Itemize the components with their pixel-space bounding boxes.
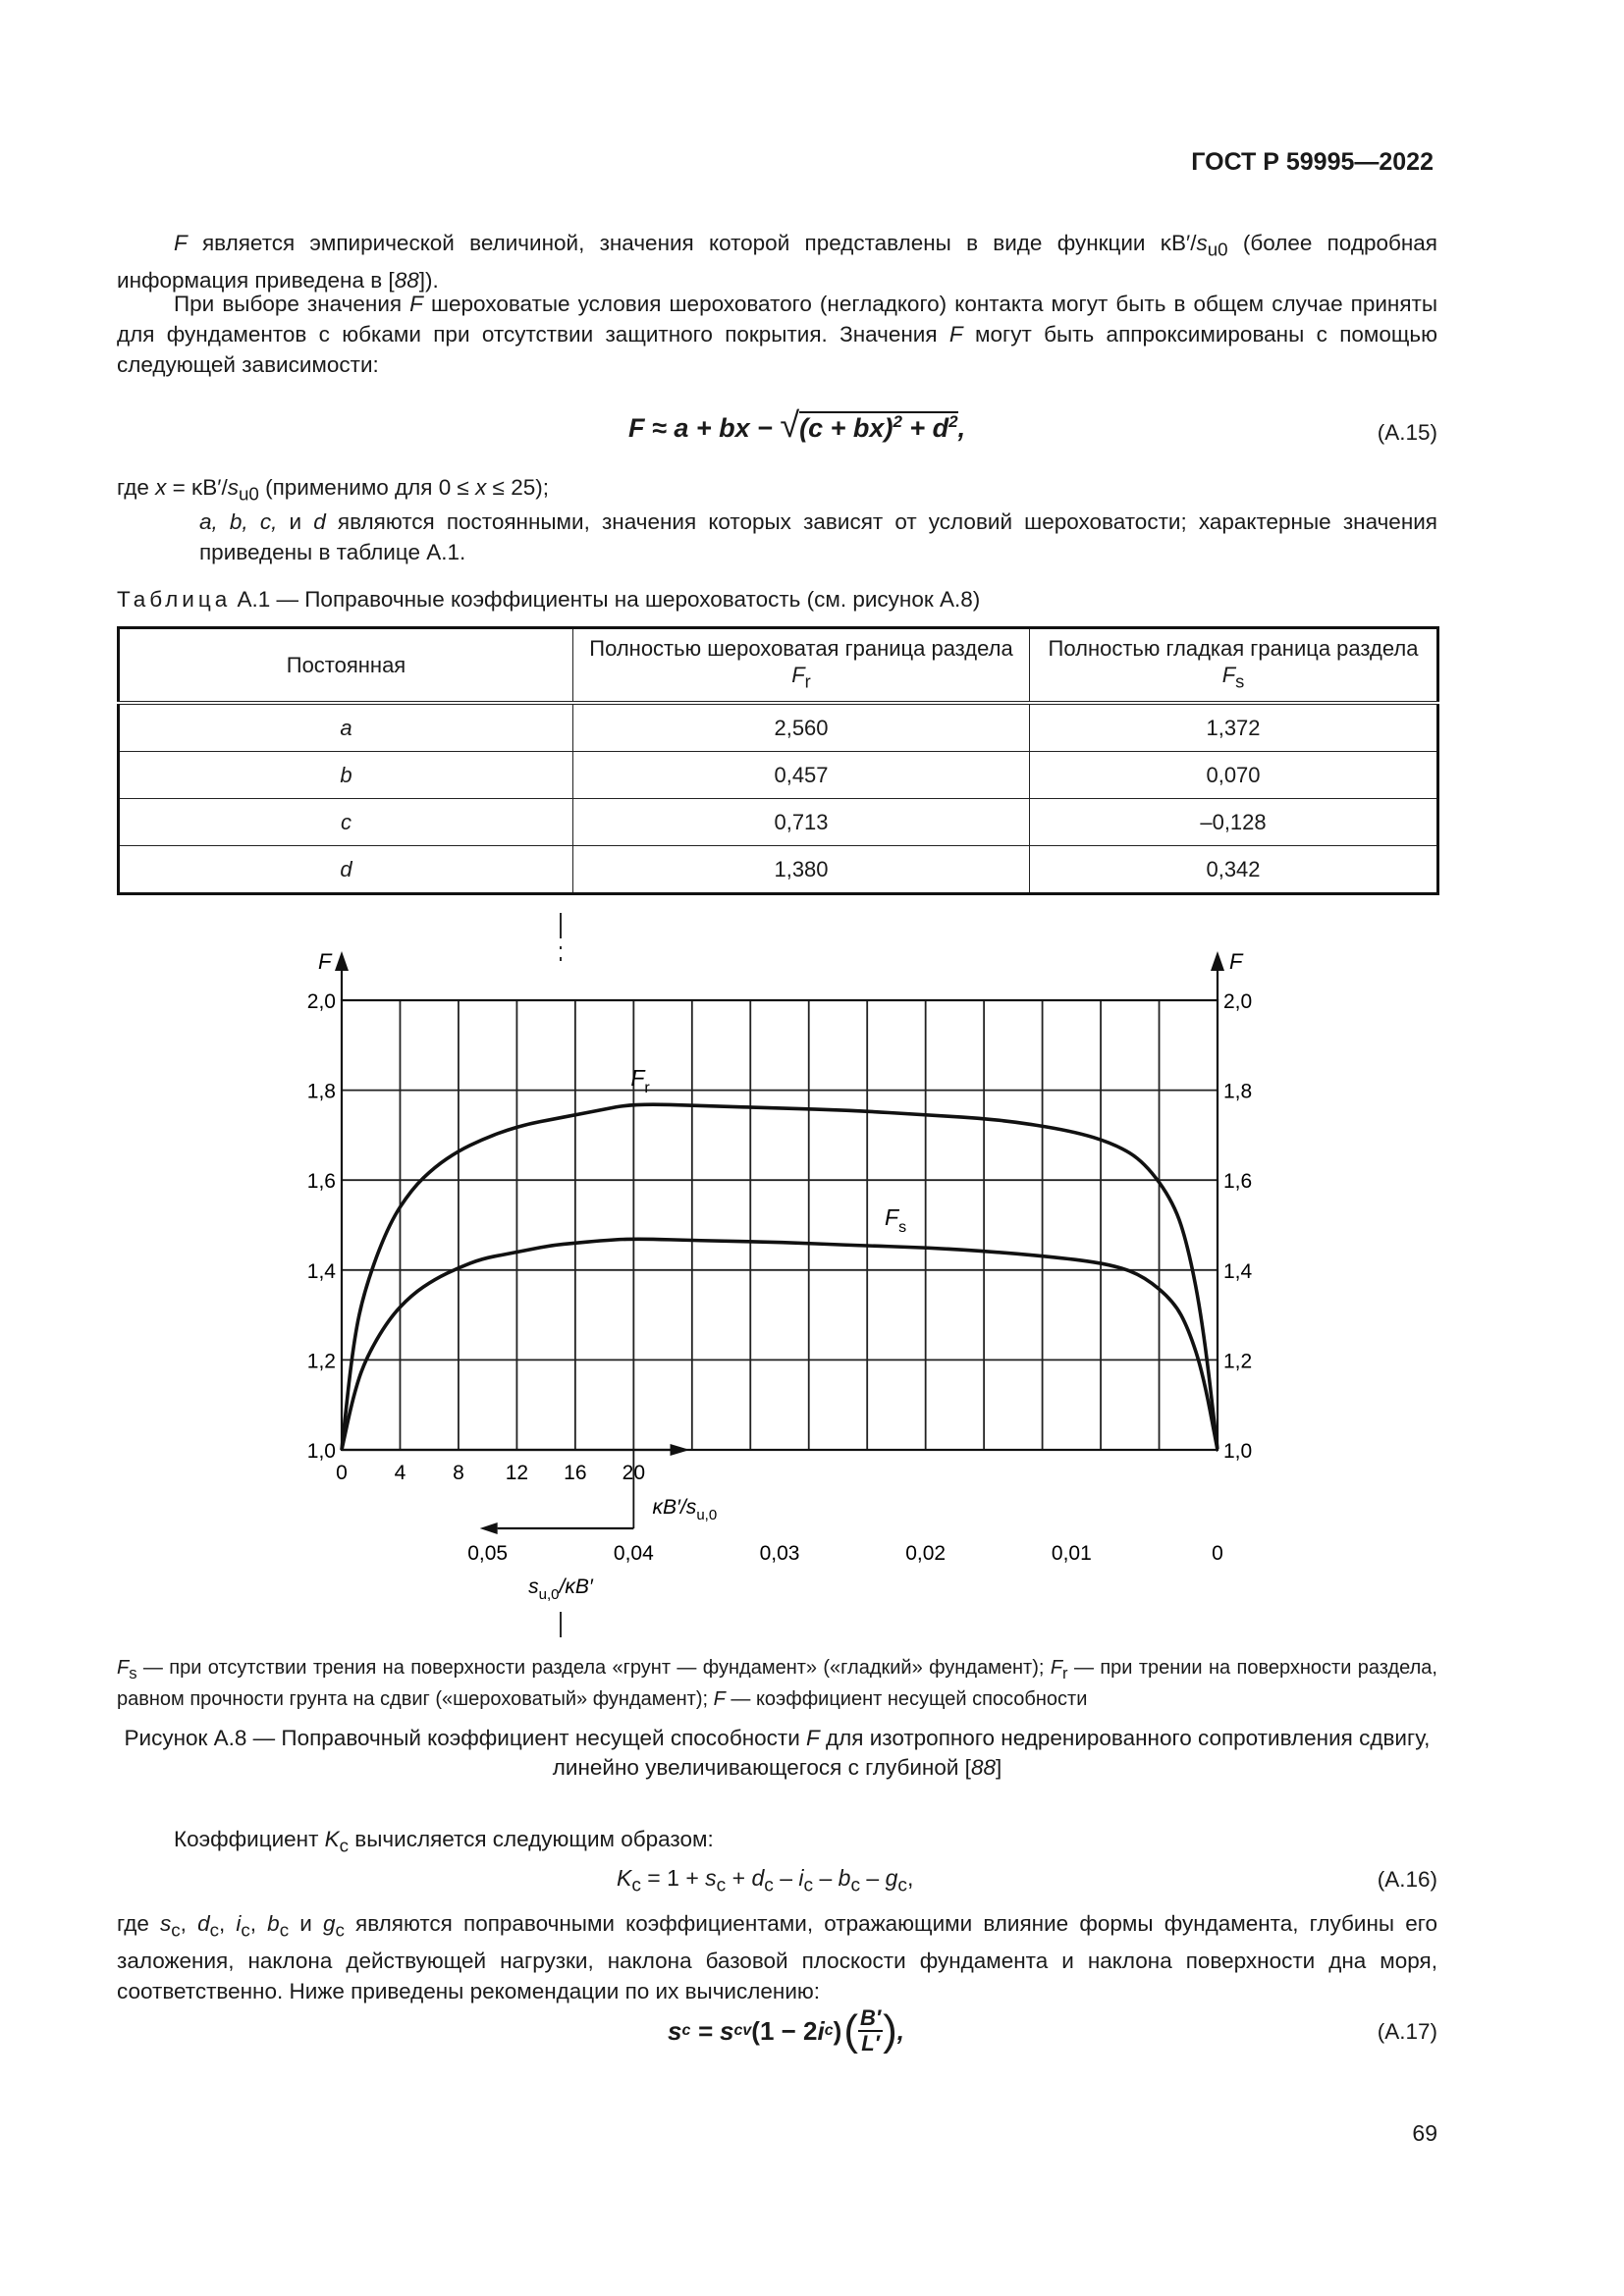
constant-name: b [340, 762, 352, 787]
second-axis-arrow [480, 1522, 498, 1534]
right-axis-arrow [1211, 951, 1224, 971]
bearing-capacity-chart [285, 913, 1276, 1644]
x-tick-label-second: 0 [1212, 1542, 1223, 1565]
x-tick-label-second: 0,04 [613, 1542, 654, 1565]
table-row [119, 703, 1438, 752]
table-row [119, 846, 1438, 894]
curve-fr [342, 1104, 1218, 1450]
x-tick-label-bottom: 4 [394, 1462, 406, 1484]
plot-frame [342, 1000, 1218, 1450]
equation-a15: F ≈ a + bx − $√(c + bx)^2 + d^2$, [628, 404, 966, 445]
y-tick-label-left: 1,4 [306, 1259, 336, 1283]
smooth-value: 1,372 [1030, 703, 1438, 752]
equation-a16: $K_c = 1 + s_c + d_c - i_c - b_c - g_c$, [617, 1865, 914, 1896]
x-tick-label-bottom: 16 [564, 1462, 587, 1484]
y-tick-label-right: 1,0 [1223, 1440, 1253, 1463]
x-tick-label-bottom: 8 [453, 1462, 464, 1484]
x-tick-label-bottom: 20 [622, 1462, 646, 1484]
equation-number-a17: (A.17) [1377, 2019, 1437, 2044]
bottom-axis-arrow [671, 1444, 690, 1456]
y-tick-label-right: 1,6 [1223, 1170, 1253, 1194]
smooth-value: –0,128 [1030, 799, 1438, 846]
constant-name: a [340, 715, 352, 740]
series-label-fs: $F_s$ [885, 1204, 907, 1236]
x-tick-label-second: 0,02 [905, 1542, 947, 1565]
x-tick-label-second: 0,01 [1051, 1542, 1092, 1565]
rough-value: 1,380 [573, 846, 1030, 894]
constant-name: d [340, 856, 352, 881]
kc-paragraph: Коэффициент $K_c$ вычисляется следующим образом: [174, 1827, 714, 1856]
document-header: ГОСТ Р 59995—2022 [1191, 148, 1434, 176]
rough-value: 0,713 [573, 799, 1030, 846]
y-tick-label-left: 1,2 [306, 1350, 336, 1373]
series-label-fr: $F_r$ [630, 1065, 650, 1097]
constant-name: c [341, 809, 352, 834]
x-tick-label-second: 0,03 [759, 1542, 800, 1565]
y-tick-label-left: 1,8 [306, 1080, 336, 1103]
smooth-value: 0,342 [1030, 846, 1438, 894]
intro-paragraph-2: При выборе значения F шероховатые условия шероховатого (негладкого) контакта могут быть в общем случае приняты для фундаментов с юбками при отсутствии защитного покрытия. Значения F могут быть аппроксимированы с помощью следующей зависимости: [117, 292, 1438, 377]
equation-number-a15: (A.15) [1377, 420, 1437, 445]
rough-value: 2,560 [573, 703, 1030, 752]
rough-value: 0,457 [573, 752, 1030, 799]
y-tick-label-right: 1,8 [1223, 1080, 1253, 1103]
roughness-coefficients-table [117, 626, 1439, 895]
equation-number-a16: (A.16) [1377, 1867, 1437, 1892]
figure-legend: $F_s$ — при отсутствии трения на поверхности раздела «грунт — фундамент» («гладкий» фундамент); $F_r$ — при трении на поверхности раздела, равном прочности грунта на сдвиг («шероховатый» фундамент); F — коэффициент несущей способности [117, 1657, 1437, 1710]
page-number: 69 [1412, 2120, 1437, 2146]
y-tick-label-right: 1,4 [1223, 1259, 1253, 1283]
x-axis-label-bottom: $\kappa B'/s_{u,0}$ [652, 1496, 718, 1523]
x-axis-label-second: $s_{u,0}/\kappa B'$ [528, 1575, 593, 1603]
y-tick-label-left: 1,6 [306, 1170, 336, 1194]
table-row [119, 799, 1438, 846]
table-caption: Таблица А.1 — Поправочные коэффициенты на шероховатость (см. рисунок А.8) [117, 587, 981, 612]
table-header-smooth: Полностью гладкая граница раздела $F_s$ [1030, 628, 1438, 704]
left-axis-arrow [335, 951, 349, 971]
where-line-2: a, b, c, и d являются постоянными, значения которых зависят от условий шероховатости; характерные значения приведены в таблице А.1. [199, 509, 1437, 564]
figure-caption: Рисунок А.8 — Поправочный коэффициент несущей способности F для изотропного недренированного сопротивления сдвигу, линейно увеличивающегося с глубиной [88] [124, 1726, 1431, 1780]
equation-a17: s c = s cv (1 − 2 i c ) ( B′ L′ ) , [668, 2005, 905, 2056]
y-tick-label-left: 2,0 [306, 990, 336, 1013]
y-axis-label-right: F [1229, 949, 1243, 974]
y-axis-label-left: F [318, 949, 332, 974]
y-tick-label-left: 1,0 [306, 1440, 336, 1463]
x-tick-label-second: 0,05 [467, 1542, 509, 1565]
table-row [119, 752, 1438, 799]
table-header-rough: Полностью шероховатая граница раздела $F_r$ [573, 628, 1030, 704]
x-tick-label-bottom: 12 [505, 1462, 529, 1484]
smooth-value: 0,070 [1030, 752, 1438, 799]
y-tick-label-right: 1,2 [1223, 1350, 1253, 1373]
where-line-1: где $x = \kappa B'/s_{u0}$ (применимо для 0 ≤ x ≤ 25); [117, 475, 549, 505]
y-tick-label-right: 2,0 [1223, 990, 1253, 1013]
table-header-constant: Постоянная [119, 628, 573, 704]
x-tick-label-bottom: 0 [336, 1462, 348, 1484]
intro-paragraph-1: F является эмпирической величиной, значения которой представлены в виде функции $\kappa B'/s_{u0}$ (более подробная информация приведена в [88]). [117, 231, 1437, 293]
where-paragraph-2: где $s_c$, $d_c$, $i_c$, $b_c$ и $g_c$ являются поправочными коэффициентами, отражающими влияние формы фундамента, глубины его заложения, наклона действующей нагрузки, наклона базовой плоскости фундамента и наклона поверхности дна моря, соответственно. Ниже приведены рекомендации по их вычислению: [117, 1911, 1437, 2003]
